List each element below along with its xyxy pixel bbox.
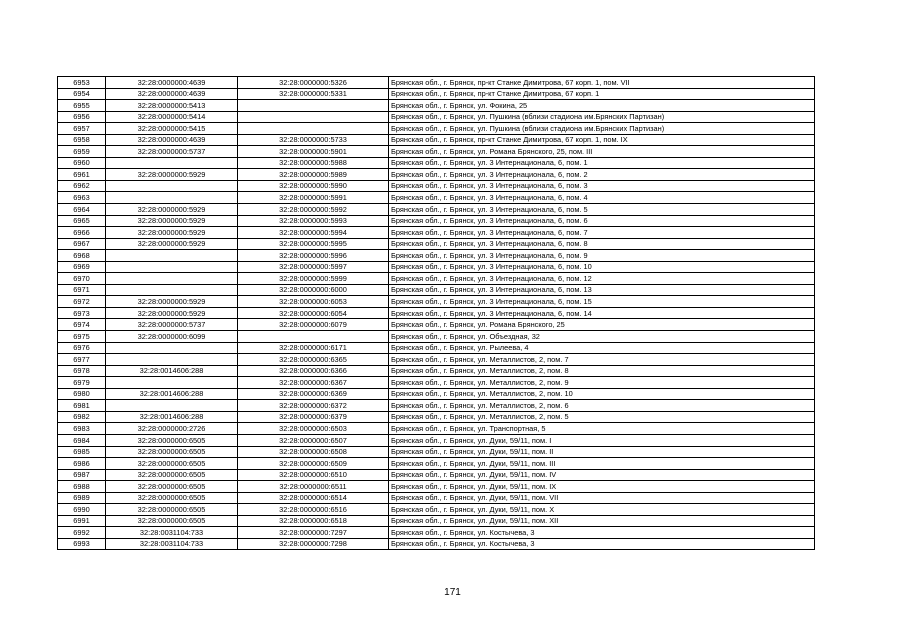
row-number-cell: 6966: [58, 227, 106, 239]
parent-cadastral-number-cell: [106, 261, 238, 273]
table-row: [58, 88, 815, 100]
table-row: [58, 423, 815, 435]
registry-table-body: [58, 77, 815, 550]
parent-cadastral-number-cell: 32:28:0000000:5929: [106, 227, 238, 239]
address-cell: Брянская обл., г. Брянск, ул. Фокина, 25: [389, 100, 815, 112]
address-cell: Брянская обл., г. Брянск, ул. Дуки, 59/11, пом. III: [389, 458, 815, 470]
cadastral-number-cell: 32:28:0000000:6514: [238, 492, 389, 504]
address-cell: Брянская обл., г. Брянск, пр-кт Станке Димитрова, 67 корп. 1, пом. IX: [389, 134, 815, 146]
cadastral-number-cell: 32:28:0000000:5994: [238, 227, 389, 239]
address-cell: Брянская обл., г. Брянск, ул. Металлистов, 2, пом. 5: [389, 411, 815, 423]
address-cell: Брянская обл., г. Брянск, ул. 3 Интернационала, 6, пом. 12: [389, 273, 815, 285]
address-cell: Брянская обл., г. Брянск, ул. 3 Интернационала, 6, пом. 5: [389, 204, 815, 216]
parent-cadastral-number-cell: 32:28:0000000:5929: [106, 238, 238, 250]
table-row: [58, 192, 815, 204]
table-row: [58, 180, 815, 192]
table-row: [58, 134, 815, 146]
parent-cadastral-number-cell: 32:28:0000000:6505: [106, 481, 238, 493]
row-number-cell: 6953: [58, 77, 106, 89]
table-row: [58, 388, 815, 400]
cadastral-number-cell: 32:28:0000000:6171: [238, 342, 389, 354]
table-row: [58, 261, 815, 273]
parent-cadastral-number-cell: 32:28:0000000:6505: [106, 469, 238, 481]
row-number-cell: 6972: [58, 296, 106, 308]
cadastral-number-cell: 32:28:0000000:5331: [238, 88, 389, 100]
address-cell: Брянская обл., г. Брянск, ул. Металлистов, 2, пом. 7: [389, 354, 815, 366]
cadastral-number-cell: 32:28:0000000:5996: [238, 250, 389, 262]
address-cell: Брянская обл., г. Брянск, ул. Дуки, 59/11, пом. X: [389, 504, 815, 516]
cadastral-number-cell: 32:28:0000000:6366: [238, 365, 389, 377]
table-row: [58, 458, 815, 470]
table-row: [58, 504, 815, 516]
table-row: [58, 377, 815, 389]
row-number-cell: 6989: [58, 492, 106, 504]
address-cell: Брянская обл., г. Брянск, ул. Дуки, 59/11, пом. XII: [389, 515, 815, 527]
cadastral-number-cell: 32:28:0000000:5992: [238, 204, 389, 216]
row-number-cell: 6975: [58, 331, 106, 343]
cadastral-number-cell: 32:28:0000000:5989: [238, 169, 389, 181]
cadastral-number-cell: [238, 111, 389, 123]
address-cell: Брянская обл., г. Брянск, пр-кт Станке Димитрова, 67 корп. 1, пом. VII: [389, 77, 815, 89]
parent-cadastral-number-cell: 32:28:0000000:5929: [106, 307, 238, 319]
parent-cadastral-number-cell: 32:28:0000000:5415: [106, 123, 238, 135]
parent-cadastral-number-cell: 32:28:0000000:4639: [106, 88, 238, 100]
cadastral-number-cell: [238, 331, 389, 343]
row-number-cell: 6980: [58, 388, 106, 400]
address-cell: Брянская обл., г. Брянск, ул. Дуки, 59/11, пом. IV: [389, 469, 815, 481]
cadastral-number-cell: 32:28:0000000:5999: [238, 273, 389, 285]
cadastral-number-cell: 32:28:0000000:7297: [238, 527, 389, 539]
row-number-cell: 6988: [58, 481, 106, 493]
cadastral-number-cell: 32:28:0000000:6508: [238, 446, 389, 458]
address-cell: Брянская обл., г. Брянск, ул. 3 Интернационала, 6, пом. 6: [389, 215, 815, 227]
cadastral-number-cell: 32:28:0000000:6000: [238, 284, 389, 296]
row-number-cell: 6986: [58, 458, 106, 470]
table-row: [58, 204, 815, 216]
cadastral-number-cell: 32:28:0000000:5995: [238, 238, 389, 250]
table-row: [58, 538, 815, 550]
address-cell: Брянская обл., г. Брянск, ул. Дуки, 59/11, пом. IX: [389, 481, 815, 493]
cadastral-number-cell: 32:28:0000000:6379: [238, 411, 389, 423]
row-number-cell: 6985: [58, 446, 106, 458]
cadastral-number-cell: 32:28:0000000:6510: [238, 469, 389, 481]
table-row: [58, 307, 815, 319]
address-cell: Брянская обл., г. Брянск, ул. Металлистов, 2, пом. 10: [389, 388, 815, 400]
parent-cadastral-number-cell: [106, 180, 238, 192]
row-number-cell: 6962: [58, 180, 106, 192]
table-row: [58, 273, 815, 285]
row-number-cell: 6992: [58, 527, 106, 539]
address-cell: Брянская обл., г. Брянск, ул. Объездная, 32: [389, 331, 815, 343]
table-row: [58, 342, 815, 354]
row-number-cell: 6961: [58, 169, 106, 181]
row-number-cell: 6978: [58, 365, 106, 377]
address-cell: Брянская обл., г. Брянск, ул. Пушкина (вблизи стадиона им.Брянских Партизан): [389, 123, 815, 135]
table-row: [58, 527, 815, 539]
row-number-cell: 6959: [58, 146, 106, 158]
cadastral-number-cell: 32:28:0000000:5997: [238, 261, 389, 273]
row-number-cell: 6965: [58, 215, 106, 227]
table-row: [58, 411, 815, 423]
address-cell: Брянская обл., г. Брянск, ул. 3 Интернационала, 6, пом. 7: [389, 227, 815, 239]
parent-cadastral-number-cell: 32:28:0014606:288: [106, 388, 238, 400]
address-cell: Брянская обл., г. Брянск, ул. Пушкина (вблизи стадиона им.Брянских Партизан): [389, 111, 815, 123]
cadastral-number-cell: 32:28:0000000:5901: [238, 146, 389, 158]
row-number-cell: 6969: [58, 261, 106, 273]
row-number-cell: 6968: [58, 250, 106, 262]
parent-cadastral-number-cell: 32:28:0000000:6505: [106, 492, 238, 504]
table-row: [58, 146, 815, 158]
address-cell: Брянская обл., г. Брянск, ул. 3 Интернационала, 6, пом. 10: [389, 261, 815, 273]
parent-cadastral-number-cell: 32:28:0000000:6505: [106, 434, 238, 446]
table-row: [58, 365, 815, 377]
row-number-cell: 6984: [58, 434, 106, 446]
row-number-cell: 6977: [58, 354, 106, 366]
address-cell: Брянская обл., г. Брянск, ул. Романа Брянского, 25, пом. III: [389, 146, 815, 158]
parent-cadastral-number-cell: 32:28:0000000:5929: [106, 296, 238, 308]
cadastral-number-cell: 32:28:0000000:6507: [238, 434, 389, 446]
parent-cadastral-number-cell: [106, 192, 238, 204]
parent-cadastral-number-cell: [106, 284, 238, 296]
row-number-cell: 6991: [58, 515, 106, 527]
address-cell: Брянская обл., г. Брянск, ул. Костычева, 3: [389, 538, 815, 550]
table-row: [58, 481, 815, 493]
cadastral-number-cell: [238, 123, 389, 135]
address-cell: Брянская обл., г. Брянск, ул. 3 Интернационала, 6, пом. 8: [389, 238, 815, 250]
cadastral-number-cell: 32:28:0000000:6516: [238, 504, 389, 516]
parent-cadastral-number-cell: [106, 250, 238, 262]
cadastral-number-cell: 32:28:0000000:6511: [238, 481, 389, 493]
row-number-cell: 6954: [58, 88, 106, 100]
parent-cadastral-number-cell: 32:28:0000000:6505: [106, 446, 238, 458]
cadastral-number-cell: 32:28:0000000:5733: [238, 134, 389, 146]
cadastral-number-cell: 32:28:0000000:5990: [238, 180, 389, 192]
address-cell: Брянская обл., г. Брянск, ул. 3 Интернационала, 6, пом. 9: [389, 250, 815, 262]
cadastral-number-cell: 32:28:0000000:6079: [238, 319, 389, 331]
address-cell: Брянская обл., г. Брянск, ул. Дуки, 59/11, пом. VII: [389, 492, 815, 504]
parent-cadastral-number-cell: [106, 342, 238, 354]
parent-cadastral-number-cell: 32:28:0000000:6099: [106, 331, 238, 343]
row-number-cell: 6990: [58, 504, 106, 516]
table-row: [58, 469, 815, 481]
row-number-cell: 6982: [58, 411, 106, 423]
parent-cadastral-number-cell: 32:28:0000000:4639: [106, 77, 238, 89]
address-cell: Брянская обл., г. Брянск, ул. Романа Брянского, 25: [389, 319, 815, 331]
row-number-cell: 6964: [58, 204, 106, 216]
parent-cadastral-number-cell: 32:28:0031104:733: [106, 538, 238, 550]
address-cell: Брянская обл., г. Брянск, ул. 3 Интернационала, 6, пом. 13: [389, 284, 815, 296]
table-row: [58, 238, 815, 250]
cadastral-number-cell: 32:28:0000000:6054: [238, 307, 389, 319]
row-number-cell: 6993: [58, 538, 106, 550]
cadastral-number-cell: 32:28:0000000:6503: [238, 423, 389, 435]
address-cell: Брянская обл., г. Брянск, ул. Транспортная, 5: [389, 423, 815, 435]
parent-cadastral-number-cell: 32:28:0000000:6505: [106, 515, 238, 527]
address-cell: Брянская обл., г. Брянск, ул. Металлистов, 2, пом. 9: [389, 377, 815, 389]
address-cell: Брянская обл., г. Брянск, ул. 3 Интернационала, 6, пом. 2: [389, 169, 815, 181]
cadastral-number-cell: 32:28:0000000:7298: [238, 538, 389, 550]
address-cell: Брянская обл., г. Брянск, ул. Металлистов, 2, пом. 8: [389, 365, 815, 377]
parent-cadastral-number-cell: 32:28:0000000:5737: [106, 319, 238, 331]
table-row: [58, 492, 815, 504]
parent-cadastral-number-cell: 32:28:0000000:2726: [106, 423, 238, 435]
table-row: [58, 434, 815, 446]
cadastral-number-cell: 32:28:0000000:5991: [238, 192, 389, 204]
row-number-cell: 6974: [58, 319, 106, 331]
table-row: [58, 227, 815, 239]
parent-cadastral-number-cell: [106, 354, 238, 366]
cadastral-number-cell: 32:28:0000000:6369: [238, 388, 389, 400]
parent-cadastral-number-cell: [106, 377, 238, 389]
cadastral-number-cell: 32:28:0000000:6365: [238, 354, 389, 366]
row-number-cell: 6970: [58, 273, 106, 285]
parent-cadastral-number-cell: 32:28:0000000:5737: [106, 146, 238, 158]
address-cell: Брянская обл., г. Брянск, ул. Костычева, 3: [389, 527, 815, 539]
address-cell: Брянская обл., г. Брянск, ул. 3 Интернационала, 6, пом. 15: [389, 296, 815, 308]
parent-cadastral-number-cell: 32:28:0000000:5929: [106, 204, 238, 216]
address-cell: Брянская обл., г. Брянск, ул. Рылеева, 4: [389, 342, 815, 354]
parent-cadastral-number-cell: 32:28:0000000:6505: [106, 504, 238, 516]
table-row: [58, 100, 815, 112]
table-row: [58, 515, 815, 527]
cadastral-number-cell: 32:28:0000000:5993: [238, 215, 389, 227]
parent-cadastral-number-cell: [106, 273, 238, 285]
table-row: [58, 331, 815, 343]
address-cell: Брянская обл., г. Брянск, ул. 3 Интернационала, 6, пом. 1: [389, 157, 815, 169]
address-cell: Брянская обл., г. Брянск, ул. 3 Интернационала, 6, пом. 4: [389, 192, 815, 204]
table-row: [58, 446, 815, 458]
address-cell: Брянская обл., г. Брянск, ул. Дуки, 59/11, пом. II: [389, 446, 815, 458]
table-row: [58, 111, 815, 123]
parent-cadastral-number-cell: 32:28:0000000:5413: [106, 100, 238, 112]
cadastral-number-cell: [238, 100, 389, 112]
table-row: [58, 157, 815, 169]
address-cell: Брянская обл., г. Брянск, ул. 3 Интернационала, 6, пом. 3: [389, 180, 815, 192]
row-number-cell: 6963: [58, 192, 106, 204]
row-number-cell: 6979: [58, 377, 106, 389]
address-cell: Брянская обл., г. Брянск, ул. Металлистов, 2, пом. 6: [389, 400, 815, 412]
cadastral-number-cell: 32:28:0000000:6367: [238, 377, 389, 389]
row-number-cell: 6983: [58, 423, 106, 435]
table-row: [58, 169, 815, 181]
parent-cadastral-number-cell: [106, 400, 238, 412]
table-row: [58, 400, 815, 412]
table-row: [58, 296, 815, 308]
parent-cadastral-number-cell: 32:28:0000000:4639: [106, 134, 238, 146]
table-row: [58, 77, 815, 89]
address-cell: Брянская обл., г. Брянск, ул. Дуки, 59/11, пом. I: [389, 434, 815, 446]
address-cell: Брянская обл., г. Брянск, ул. 3 Интернационала, 6, пом. 14: [389, 307, 815, 319]
parent-cadastral-number-cell: 32:28:0000000:5929: [106, 169, 238, 181]
table-row: [58, 284, 815, 296]
parent-cadastral-number-cell: [106, 157, 238, 169]
row-number-cell: 6955: [58, 100, 106, 112]
parent-cadastral-number-cell: 32:28:0000000:6505: [106, 458, 238, 470]
cadastral-number-cell: 32:28:0000000:5326: [238, 77, 389, 89]
parent-cadastral-number-cell: 32:28:0000000:5414: [106, 111, 238, 123]
property-registry-table: [57, 76, 815, 550]
row-number-cell: 6973: [58, 307, 106, 319]
parent-cadastral-number-cell: 32:28:0014606:288: [106, 411, 238, 423]
table-row: [58, 215, 815, 227]
row-number-cell: 6987: [58, 469, 106, 481]
table-row: [58, 354, 815, 366]
row-number-cell: 6957: [58, 123, 106, 135]
row-number-cell: 6981: [58, 400, 106, 412]
table-row: [58, 319, 815, 331]
address-cell: Брянская обл., г. Брянск, пр-кт Станке Димитрова, 67 корп. 1: [389, 88, 815, 100]
cadastral-number-cell: 32:28:0000000:6518: [238, 515, 389, 527]
parent-cadastral-number-cell: 32:28:0014606:288: [106, 365, 238, 377]
row-number-cell: 6958: [58, 134, 106, 146]
row-number-cell: 6967: [58, 238, 106, 250]
cadastral-number-cell: 32:28:0000000:6053: [238, 296, 389, 308]
table-row: [58, 250, 815, 262]
cadastral-number-cell: 32:28:0000000:6372: [238, 400, 389, 412]
table-row: [58, 123, 815, 135]
parent-cadastral-number-cell: 32:28:0031104:733: [106, 527, 238, 539]
row-number-cell: 6976: [58, 342, 106, 354]
page-number: 171: [444, 587, 461, 598]
cadastral-number-cell: 32:28:0000000:5988: [238, 157, 389, 169]
cadastral-number-cell: 32:28:0000000:6509: [238, 458, 389, 470]
row-number-cell: 6971: [58, 284, 106, 296]
row-number-cell: 6956: [58, 111, 106, 123]
row-number-cell: 6960: [58, 157, 106, 169]
parent-cadastral-number-cell: 32:28:0000000:5929: [106, 215, 238, 227]
